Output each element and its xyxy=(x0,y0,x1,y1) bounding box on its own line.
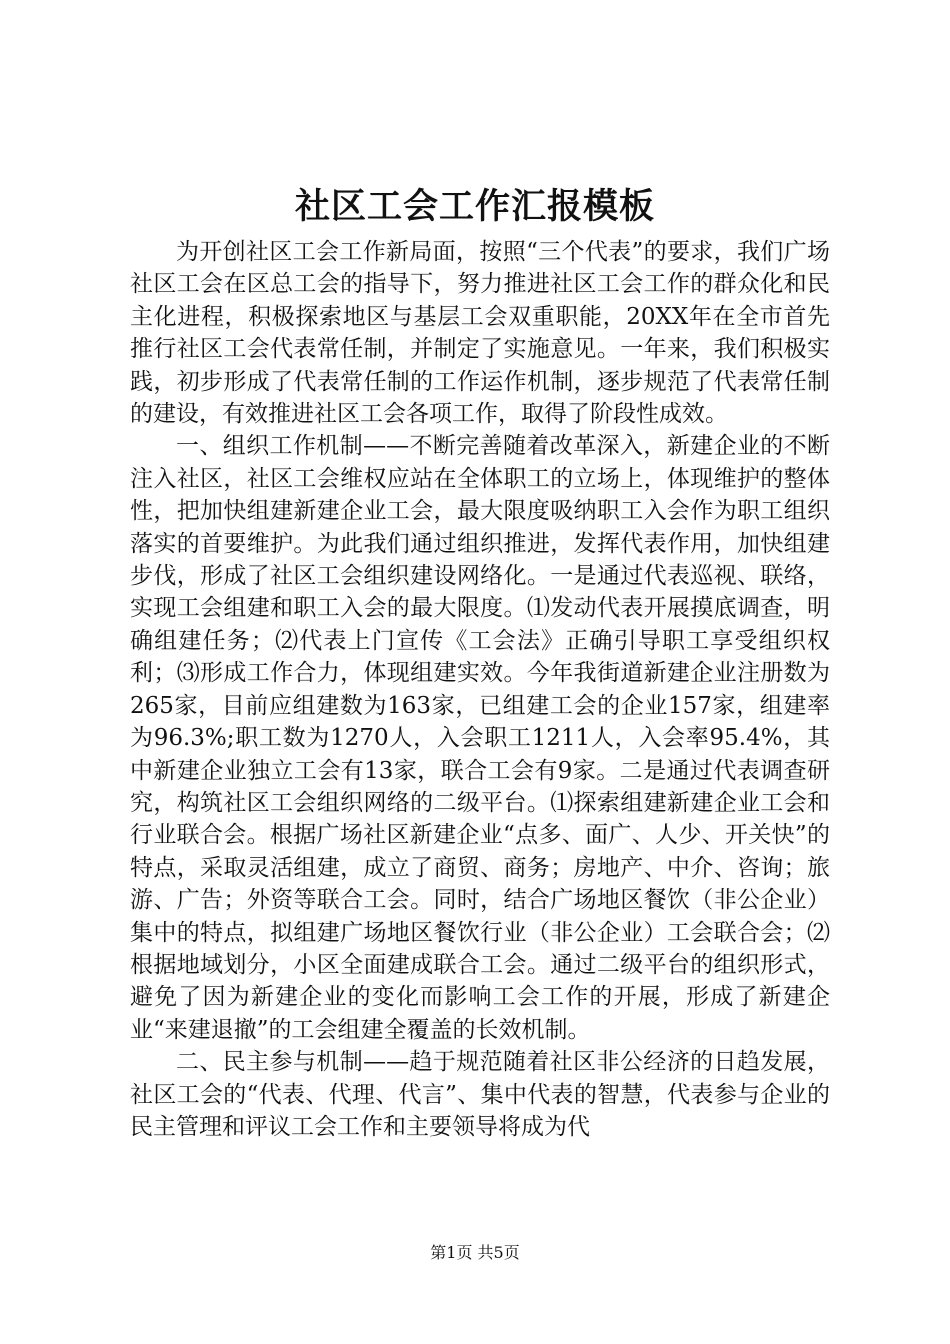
page-number-footer: 第1页 共5页 xyxy=(430,1243,520,1262)
document-title: 社区工会工作汇报模板 xyxy=(294,186,655,227)
paragraph-organization-mechanism: 一、组织工作机制——不断完善随着改革深入，新建企业的不断注入社区，社区工会维权应站在全体职工的立场上，体现维护的整体性，把加快组建新建企业工会，最大限度吸纳职工入会作为职工组织落实的首要维护。为此我们通过组织推进，发挥代表作用，加快组建步伐，形成了社区工会组织建设网络化。一是通过代表巡视、联络，实现工会组建和职工入会的最大限度。⑴发动代表开展摸底调查，明确组建任务；⑵代表上门宣传《工会法》正确引导职工享受组织权利；⑶形成工作合力，体现组建实效。今年我街道新建企业注册数为265家，目前应组建数为163家，已组建工会的企业157家，组建率为96.3%;职工数为1270人，入会职工1211人，入会率95.4%，其中新建企业独立工会有13家，联合工会有9家。二是通过代表调查研究，构筑社区工会组织网络的二级平台。⑴探索组建新建企业工会和行业联合会。根据广场社区新建企业“点多、面广、人少、开关快”的特点，采取灵活组建，成立了商贸、商务；房地产、中介、咨询；旅游、广告；外资等联合工会。同时，结合广场地区餐饮（非公企业）集中的特点，拟组建广场地区餐饮行业（非公企业）工会联合会；⑵根据地域划分，小区全面建成联合工会。通过二级平台的组织形式，避免了因为新建企业的变化而影响工会工作的开展，形成了新建企业“来建退撤”的工会组建全覆盖的长效机制。 xyxy=(130,433,830,1043)
paragraph-intro: 为开创社区工会工作新局面，按照“三个代表”的要求，我们广场社区工会在区总工会的指导下，努力推进社区工会工作的群众化和民主化进程，积极探索地区与基层工会双重职能，20XX年在全市首先推行社区工会代表常任制，并制定了实施意见。一年来，我们积极实践，初步形成了代表常任制的工作运作机制，逐步规范了代表常任制的建设，有效推进社区工会各项工作，取得了阶段性成效。 xyxy=(130,239,830,428)
paragraph-democratic-participation: 二、民主参与机制——趋于规范随着社区非公经济的日趋发展，社区工会的“代表、代理、代言”、集中代表的智慧，代表参与企业的民主管理和评议工会工作和主要领导将成为代 xyxy=(130,1049,830,1140)
document-body xyxy=(130,236,830,1143)
